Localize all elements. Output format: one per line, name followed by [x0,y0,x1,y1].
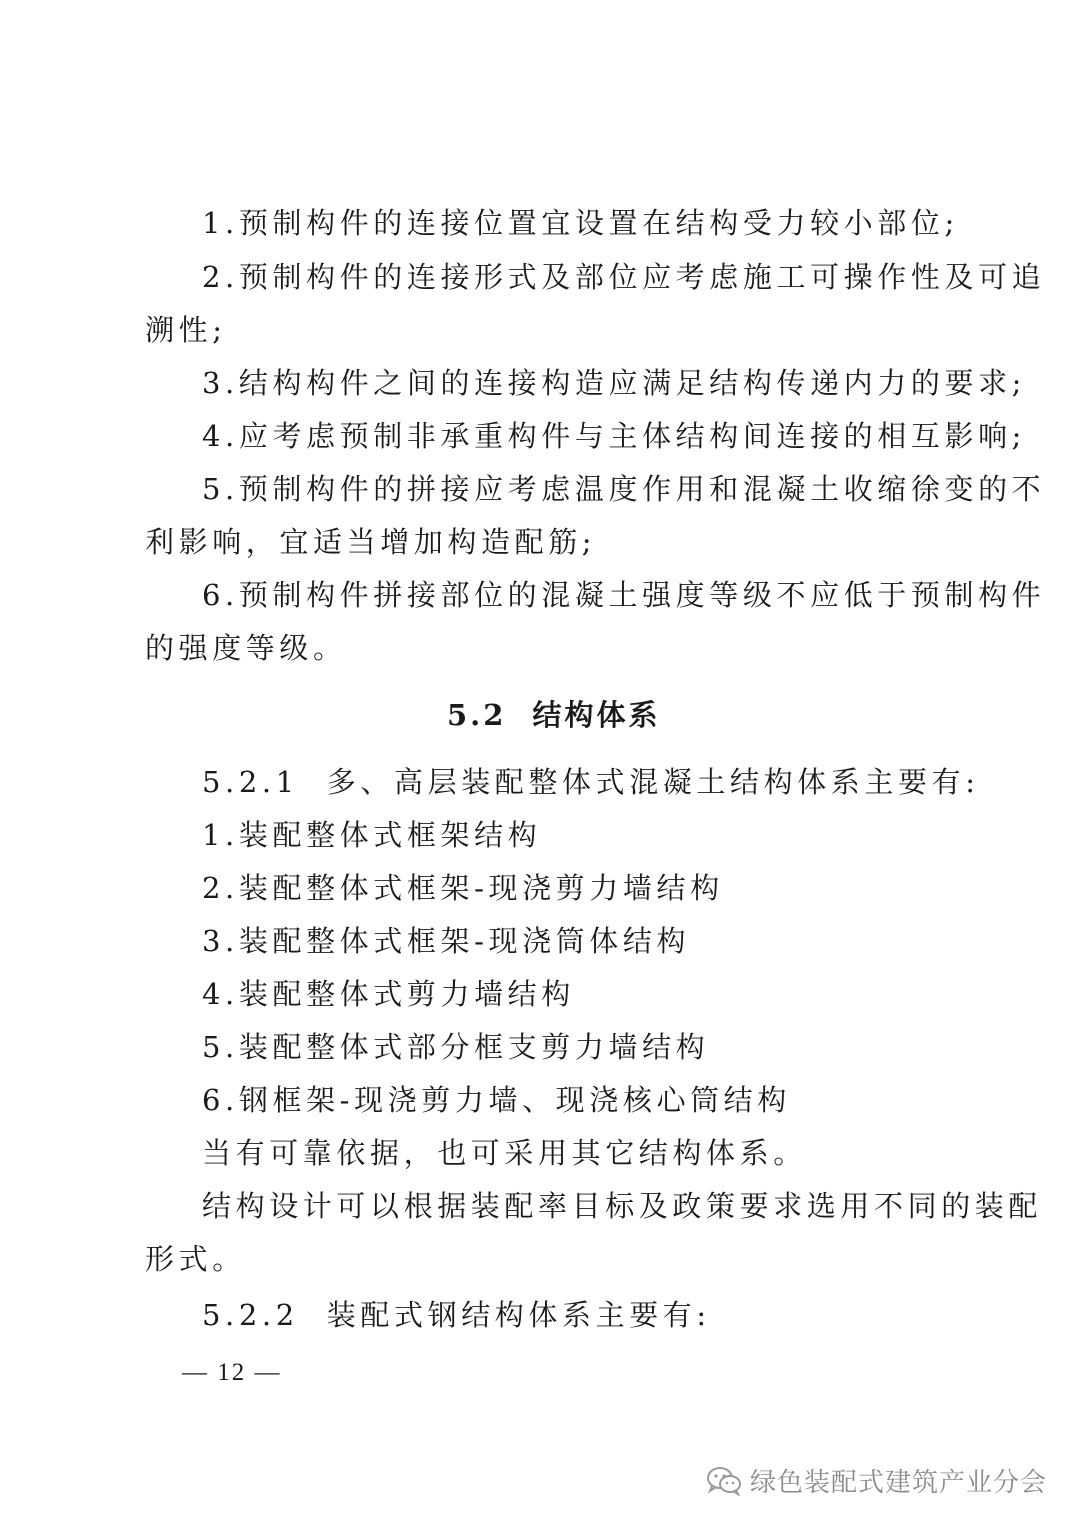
paragraph: 当有可靠依据，也可采用其它结构体系。 [202,1136,807,1170]
list-item: 3.结构构件之间的连接构造应满足结构传递内力的要求; [202,366,1027,400]
wechat-icon [706,1466,742,1496]
list-item: 2.装配整体式框架-现浇剪力墙结构 [202,871,724,905]
paragraph-continuation: 形式。 [145,1242,246,1276]
list-item: 5.预制构件的拼接应考虑温度作用和混凝土收缩徐变的不 [202,472,1046,506]
clause-5-2-1 [202,762,980,802]
list-item: 3.装配整体式框架-现浇筒体结构 [202,924,691,958]
paragraph: 结构设计可以根据装配率目标及政策要求选用不同的装配 [202,1189,1043,1223]
section-heading [447,695,660,735]
clause-text: 多、高层装配整体式混凝土结构体系主要有: [326,765,980,799]
list-item: 4.应考虑预制非承重构件与主体结构间连接的相互影响; [202,419,1027,453]
page-number: — 12 — [182,1359,282,1386]
list-item: 5.装配整体式部分框支剪力墙结构 [202,1030,710,1064]
list-item: 6.钢框架-现浇剪力墙、现浇核心筒结构 [202,1083,791,1117]
section-title: 结构体系 [532,698,661,732]
section-number: 5.2 [447,698,507,732]
clause-5-2-2 [202,1295,711,1335]
watermark-text: 绿色装配式建筑产业分会 [750,1468,1048,1498]
list-item: 1.装配整体式框架结构 [202,818,542,852]
list-item: 4.装配整体式剪力墙结构 [202,977,575,1011]
list-item-continuation: 的强度等级。 [145,631,347,665]
watermark [706,1462,1047,1499]
clause-number: 5.2.2 [202,1298,299,1332]
list-item-continuation: 溯性; [145,313,227,347]
list-item: 6.预制构件拼接部位的混凝土强度等级不应低于预制构件 [202,578,1046,612]
list-item: 1.预制构件的连接位置宜设置在结构受力较小部位; [202,206,959,240]
clause-text: 装配式钢结构体系主要有: [326,1298,711,1332]
list-item-continuation: 利影响，宜适当增加构造配筋; [145,525,597,559]
list-item: 2.预制构件的连接形式及部位应考虑施工可操作性及可追 [202,260,1046,294]
clause-number: 5.2.1 [202,765,299,799]
